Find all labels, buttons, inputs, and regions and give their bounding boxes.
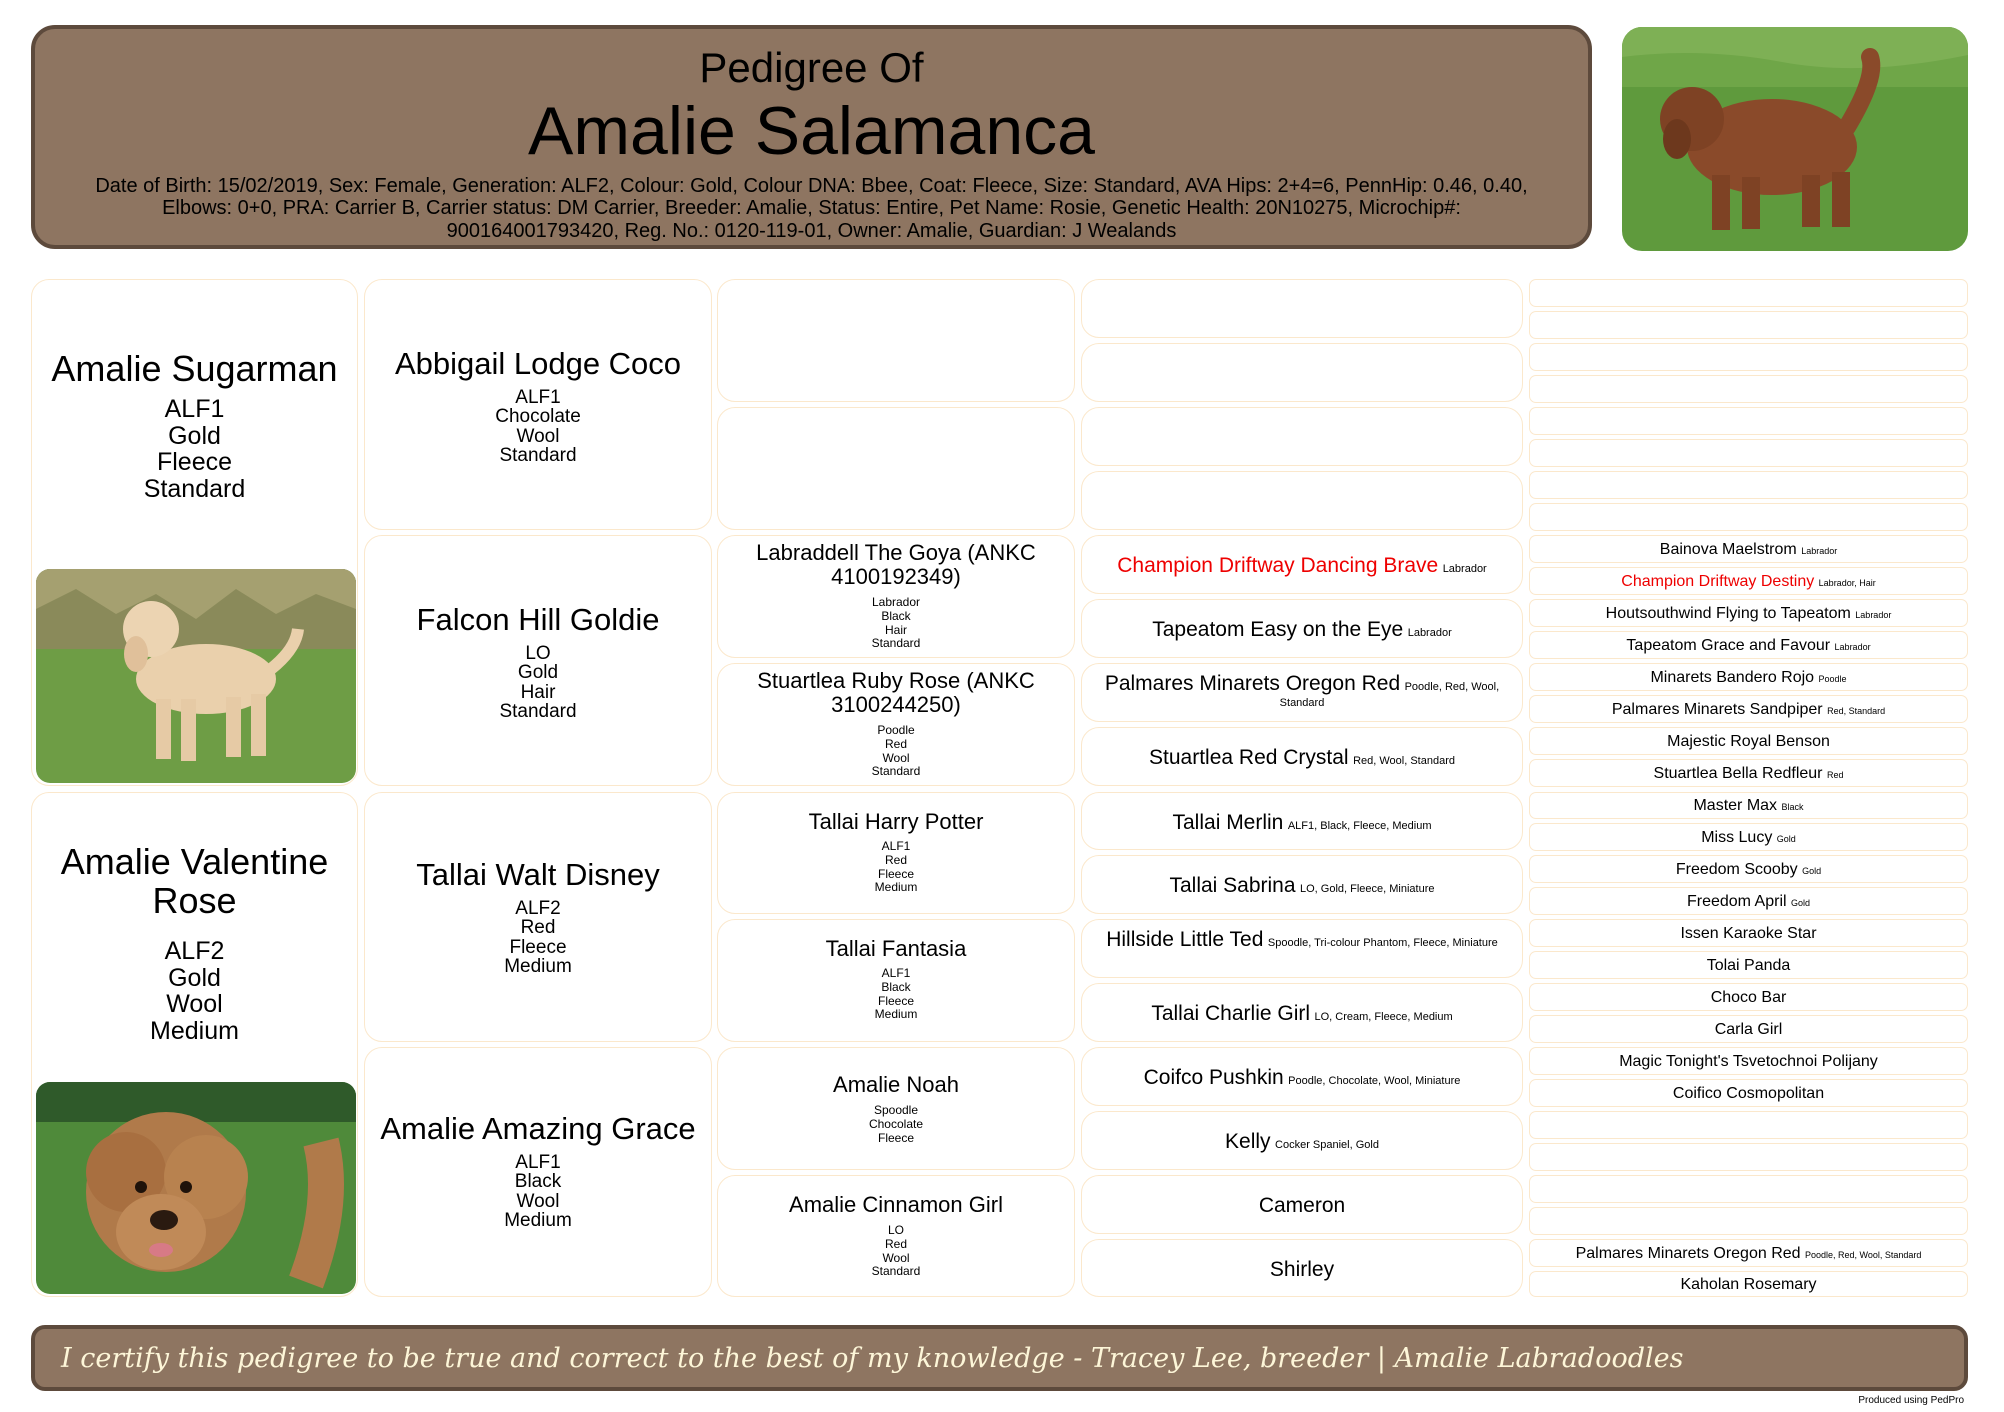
gen4-card[interactable] xyxy=(1081,279,1523,338)
gen4-card[interactable] xyxy=(1081,1111,1523,1170)
gen4-info: Red, Wool, Standard xyxy=(1353,755,1455,767)
grandparent-attr: Wool xyxy=(516,425,560,447)
certification-footer xyxy=(31,1325,1968,1391)
great-grandparent-attr: Black xyxy=(881,608,911,623)
great-grandparent-attr: Fleece xyxy=(877,1130,915,1145)
gen5-info: Labrador xyxy=(1855,610,1892,620)
dam-attr: Gold xyxy=(168,963,221,992)
gen5-card[interactable] xyxy=(1529,887,1968,915)
gen4-info: LO, Cream, Fleece, Medium xyxy=(1314,1011,1453,1023)
great-grandparent-attr: Labrador xyxy=(871,595,921,609)
gen5-card[interactable] xyxy=(1529,631,1968,659)
great-grandparent-card[interactable] xyxy=(717,535,1075,658)
gen5-name: Majestic Royal Benson xyxy=(1667,733,1830,750)
gen5-name: Houtsouthwind Flying to Tapeatom xyxy=(1605,605,1851,622)
great-grandparent-attr: Black xyxy=(881,979,911,994)
gen4-info: Spoodle, Tri-colour Phantom, Fleece, Miniature xyxy=(1267,937,1498,949)
gen5-card[interactable] xyxy=(1529,792,1968,819)
gen5-name: Issen Karaoke Star xyxy=(1680,925,1817,942)
grandparent-name: Falcon Hill Goldie xyxy=(416,602,660,637)
gen5-card[interactable] xyxy=(1529,823,1968,851)
sire-attr: Gold xyxy=(168,421,221,450)
gen5-info: Labrador xyxy=(1834,642,1871,652)
great-grandparent-card[interactable] xyxy=(717,792,1075,914)
gen4-card[interactable] xyxy=(1081,919,1523,978)
gen4-card[interactable] xyxy=(1081,663,1523,722)
sire-photo xyxy=(36,569,356,783)
grandparent-card[interactable] xyxy=(364,279,712,530)
gen5-name: Champion Driftway Destiny xyxy=(1621,573,1815,590)
great-grandparent-card[interactable] xyxy=(717,407,1075,530)
grandparent-attr: Standard xyxy=(499,445,577,467)
gen4-card[interactable] xyxy=(1081,599,1523,658)
grandparent-attr: Hair xyxy=(520,681,556,703)
gen5-info: Gold xyxy=(1776,834,1796,844)
gen5-card[interactable] xyxy=(1529,951,1968,979)
gen5-name: Miss Lucy xyxy=(1701,829,1773,846)
gen5-info: Gold xyxy=(1802,866,1822,876)
great-grandparent-attr: Red xyxy=(884,1236,907,1251)
grandparent-name: Tallai Walt Disney xyxy=(416,857,660,892)
gen5-card[interactable] xyxy=(1529,567,1968,595)
gen5-info: Red xyxy=(1826,770,1844,780)
gen5-card[interactable] xyxy=(1529,727,1968,755)
gen4-card[interactable] xyxy=(1081,727,1523,786)
gen5-card[interactable] xyxy=(1529,407,1968,435)
gen4-info: Labrador xyxy=(1407,627,1452,639)
dam-attr: ALF2 xyxy=(164,937,225,965)
great-grandparent-attr: Chocolate xyxy=(868,1116,924,1131)
gen5-card[interactable] xyxy=(1529,695,1968,723)
gen5-name: Choco Bar xyxy=(1710,989,1787,1006)
great-grandparent-card[interactable] xyxy=(717,279,1075,402)
gen5-info: Poodle, Red, Wool, Standard xyxy=(1805,1250,1922,1260)
great-grandparent-attr: Standard xyxy=(871,1264,921,1279)
gen5-card[interactable] xyxy=(1529,343,1968,371)
great-grandparent-name: Stuartlea Ruby Rose (ANKC 3100244250) xyxy=(757,668,1035,718)
great-grandparent-card[interactable] xyxy=(717,919,1075,1042)
gen5-info: Labrador, Hair xyxy=(1818,578,1876,588)
gen5-card[interactable] xyxy=(1529,311,1968,339)
gen4-info: Cocker Spaniel, Gold xyxy=(1275,1139,1379,1151)
gen4-name: Shirley xyxy=(1269,1258,1335,1281)
great-grandparent-name: Amalie Noah xyxy=(833,1072,959,1097)
gen5-card[interactable] xyxy=(1529,1047,1968,1075)
dam-name: Amalie Valentine Rose xyxy=(60,841,329,921)
gen5-name: Coifico Cosmopolitan xyxy=(1672,1085,1825,1102)
dam-attr: Medium xyxy=(150,1016,239,1045)
gen4-card[interactable] xyxy=(1081,471,1523,530)
gen5-card[interactable] xyxy=(1529,503,1968,531)
gen4-card[interactable] xyxy=(1081,983,1523,1042)
great-grandparent-attr: Standard xyxy=(871,636,921,651)
grandparent-name: Amalie Amazing Grace xyxy=(380,1111,696,1146)
grandparent-card[interactable] xyxy=(364,792,712,1042)
great-grandparent-attr: Hair xyxy=(884,622,907,637)
great-grandparent-attr: Spoodle xyxy=(873,1103,919,1117)
gen4-name: Cameron xyxy=(1258,1194,1346,1217)
gen5-name: Tapeatom Grace and Favour xyxy=(1626,637,1831,654)
gen5-card[interactable] xyxy=(1529,1207,1968,1235)
dam-photo xyxy=(36,1082,356,1294)
grandparent-card[interactable] xyxy=(364,1047,712,1297)
great-grandparent-card[interactable] xyxy=(717,663,1075,786)
sire-attr: ALF1 xyxy=(164,395,225,423)
gen5-card[interactable] xyxy=(1529,983,1968,1011)
gen4-card[interactable] xyxy=(1081,855,1523,914)
great-grandparent-attr: Wool xyxy=(882,1250,910,1265)
great-grandparent-attr: Medium xyxy=(874,880,918,895)
gen4-info: LO, Gold, Fleece, Miniature xyxy=(1300,883,1435,895)
great-grandparent-attr: Wool xyxy=(882,750,910,765)
great-grandparent-card[interactable] xyxy=(717,1175,1075,1297)
gen5-info: Poodle xyxy=(1818,674,1847,684)
gen5-name: Freedom April xyxy=(1686,893,1787,910)
dam-attr: Wool xyxy=(166,990,223,1018)
gen4-info: ALF1, Black, Fleece, Medium xyxy=(1287,820,1432,832)
gen4-name: Tapeatom Easy on the Eye xyxy=(1152,618,1404,641)
gen4-info: Poodle, Red, Wool, Standard xyxy=(1279,681,1500,709)
gen5-card[interactable] xyxy=(1529,855,1968,883)
great-grandparent-attr: LO xyxy=(887,1223,904,1237)
gen4-info: Labrador xyxy=(1442,563,1487,575)
great-grandparent-attr: Red xyxy=(884,852,907,867)
gen5-name: Stuartlea Bella Redfleur xyxy=(1653,765,1823,782)
grandparent-attr: Standard xyxy=(499,701,577,723)
grandparent-attr: Chocolate xyxy=(495,406,581,428)
gen5-name: Bainova Maelstrom xyxy=(1659,541,1797,558)
gen4-name: Coifco Pushkin xyxy=(1143,1066,1284,1089)
gen4-card[interactable] xyxy=(1081,535,1523,594)
gen5-card[interactable] xyxy=(1529,1079,1968,1107)
pedigree-header xyxy=(31,25,1592,249)
gen4-card[interactable] xyxy=(1081,407,1523,466)
great-grandparent-attr: Red xyxy=(884,736,907,751)
gen4-name: Stuartlea Red Crystal xyxy=(1149,746,1349,769)
great-grandparent-name: Tallai Fantasia xyxy=(825,936,967,961)
great-grandparent-attr: Poodle xyxy=(877,723,915,737)
gen5-name: Palmares Minarets Sandpiper xyxy=(1611,701,1823,718)
great-grandparent-attr: ALF1 xyxy=(881,839,911,853)
gen5-card[interactable] xyxy=(1529,1111,1968,1139)
grandparent-attr: Fleece xyxy=(509,936,567,958)
gen5-info: Labrador xyxy=(1801,546,1838,556)
grandparent-attr: LO xyxy=(525,643,551,664)
gen5-card[interactable] xyxy=(1529,471,1968,499)
sire-attr: Fleece xyxy=(156,448,233,476)
gen5-info: Red, Standard xyxy=(1827,706,1886,716)
gen4-card[interactable] xyxy=(1081,1047,1523,1106)
great-grandparent-attr: Fleece xyxy=(877,866,915,881)
gen4-name: Hillside Little Ted xyxy=(1106,928,1264,951)
dog-name: Amalie Salamanca xyxy=(528,93,1095,169)
gen4-card[interactable] xyxy=(1081,343,1523,402)
gen5-card[interactable] xyxy=(1529,375,1968,403)
gen4-name: Palmares Minarets Oregon Red xyxy=(1104,672,1401,695)
great-grandparent-card[interactable] xyxy=(717,1047,1075,1170)
gen5-name: Carla Girl xyxy=(1714,1021,1783,1038)
gen5-name: Kaholan Rosemary xyxy=(1680,1276,1817,1293)
gen5-card[interactable] xyxy=(1529,535,1968,563)
gen5-info: Black xyxy=(1781,802,1804,812)
grandparent-attr: Black xyxy=(514,1171,562,1193)
grandparent-attr: ALF1 xyxy=(515,387,561,408)
gen5-card[interactable] xyxy=(1529,599,1968,627)
gen4-card[interactable] xyxy=(1081,1175,1523,1234)
gen4-card[interactable] xyxy=(1081,1239,1523,1297)
gen5-card[interactable] xyxy=(1529,1015,1968,1043)
gen4-name: Kelly xyxy=(1225,1130,1271,1153)
gen4-name: Tallai Sabrina xyxy=(1169,874,1296,897)
gen5-card[interactable] xyxy=(1529,919,1968,947)
great-grandparent-attr: ALF1 xyxy=(881,966,911,980)
grandparent-attr: Medium xyxy=(504,956,572,978)
gen5-card[interactable] xyxy=(1529,439,1968,467)
gen5-card[interactable] xyxy=(1529,1271,1968,1297)
gen5-name: Freedom Scooby xyxy=(1675,861,1798,878)
gen4-name: Champion Driftway Dancing Brave xyxy=(1117,554,1439,577)
grandparent-attr: Medium xyxy=(504,1210,572,1232)
gen5-card[interactable] xyxy=(1529,1175,1968,1203)
great-grandparent-attr: Fleece xyxy=(877,993,915,1008)
gen4-info: Poodle, Chocolate, Wool, Miniature xyxy=(1288,1075,1461,1087)
grandparent-attr: ALF1 xyxy=(515,1152,561,1173)
gen5-card[interactable] xyxy=(1529,1143,1968,1171)
great-grandparent-name: Labraddell The Goya (ANKC 4100192349) xyxy=(756,540,1036,590)
great-grandparent-attr: Standard xyxy=(871,764,921,779)
gen4-name: Tallai Charlie Girl xyxy=(1151,1002,1311,1025)
gen5-info: Gold xyxy=(1791,898,1811,908)
gen5-name: Tolai Panda xyxy=(1706,957,1791,974)
gen5-card[interactable] xyxy=(1529,279,1968,307)
grandparent-attr: Wool xyxy=(516,1190,560,1212)
gen5-name: Magic Tonight's Tsvetochnoi Polijany xyxy=(1619,1053,1878,1070)
produced-by-note: Produced using PedPro xyxy=(1858,1395,1964,1406)
dog-main-photo xyxy=(1622,27,1968,251)
grandparent-card[interactable] xyxy=(364,535,712,786)
grandparent-attr: Gold xyxy=(517,662,559,684)
gen5-card[interactable] xyxy=(1529,759,1968,787)
grandparent-name: Abbigail Lodge Coco xyxy=(394,346,682,381)
grandparent-attr: Red xyxy=(520,917,556,939)
header-pre-title: Pedigree Of xyxy=(699,44,924,91)
sire-attr: Standard xyxy=(143,474,246,503)
gen5-name: Master Max xyxy=(1693,797,1778,814)
gen5-name: Palmares Minarets Oregon Red xyxy=(1575,1245,1801,1262)
grandparent-attr: ALF2 xyxy=(515,898,561,919)
great-grandparent-name: Amalie Cinnamon Girl xyxy=(789,1192,1003,1217)
gen5-card[interactable] xyxy=(1529,663,1968,691)
dog-details: Date of Birth: 15/02/2019, Sex: Female, Generation: ALF2, Colour: Gold, Colour DNA: Bbee, Coat: Fleece, Size: Standard, AVA Hips: 2+4=6, PennHip: 0.46, 0.40, Elbows: 0+0, PRA: Carrier B, Carrier status: DM Carrier, Breeder: Amalie, Status: Entire, Pet Name: Rosie, Genetic Health: 20N10275, Microchip#: 900164001793420, Reg. No.: 0120-119-01, Owner: Amalie, Guardian: J Wealands xyxy=(95,175,1528,242)
great-grandparent-name: Tallai Harry Potter xyxy=(808,809,984,834)
certification-text: I certify this pedigree to be true and correct to the best of my knowledge - Tracey Lee, breeder | Amalie Labradoodles xyxy=(61,1343,1684,1374)
great-grandparent-attr: Medium xyxy=(874,1007,918,1022)
gen5-name: Minarets Bandero Rojo xyxy=(1650,669,1815,686)
gen4-name: Tallai Merlin xyxy=(1172,811,1284,834)
gen4-card[interactable] xyxy=(1081,792,1523,850)
sire-name: Amalie Sugarman xyxy=(51,348,338,389)
gen5-card[interactable] xyxy=(1529,1239,1968,1267)
